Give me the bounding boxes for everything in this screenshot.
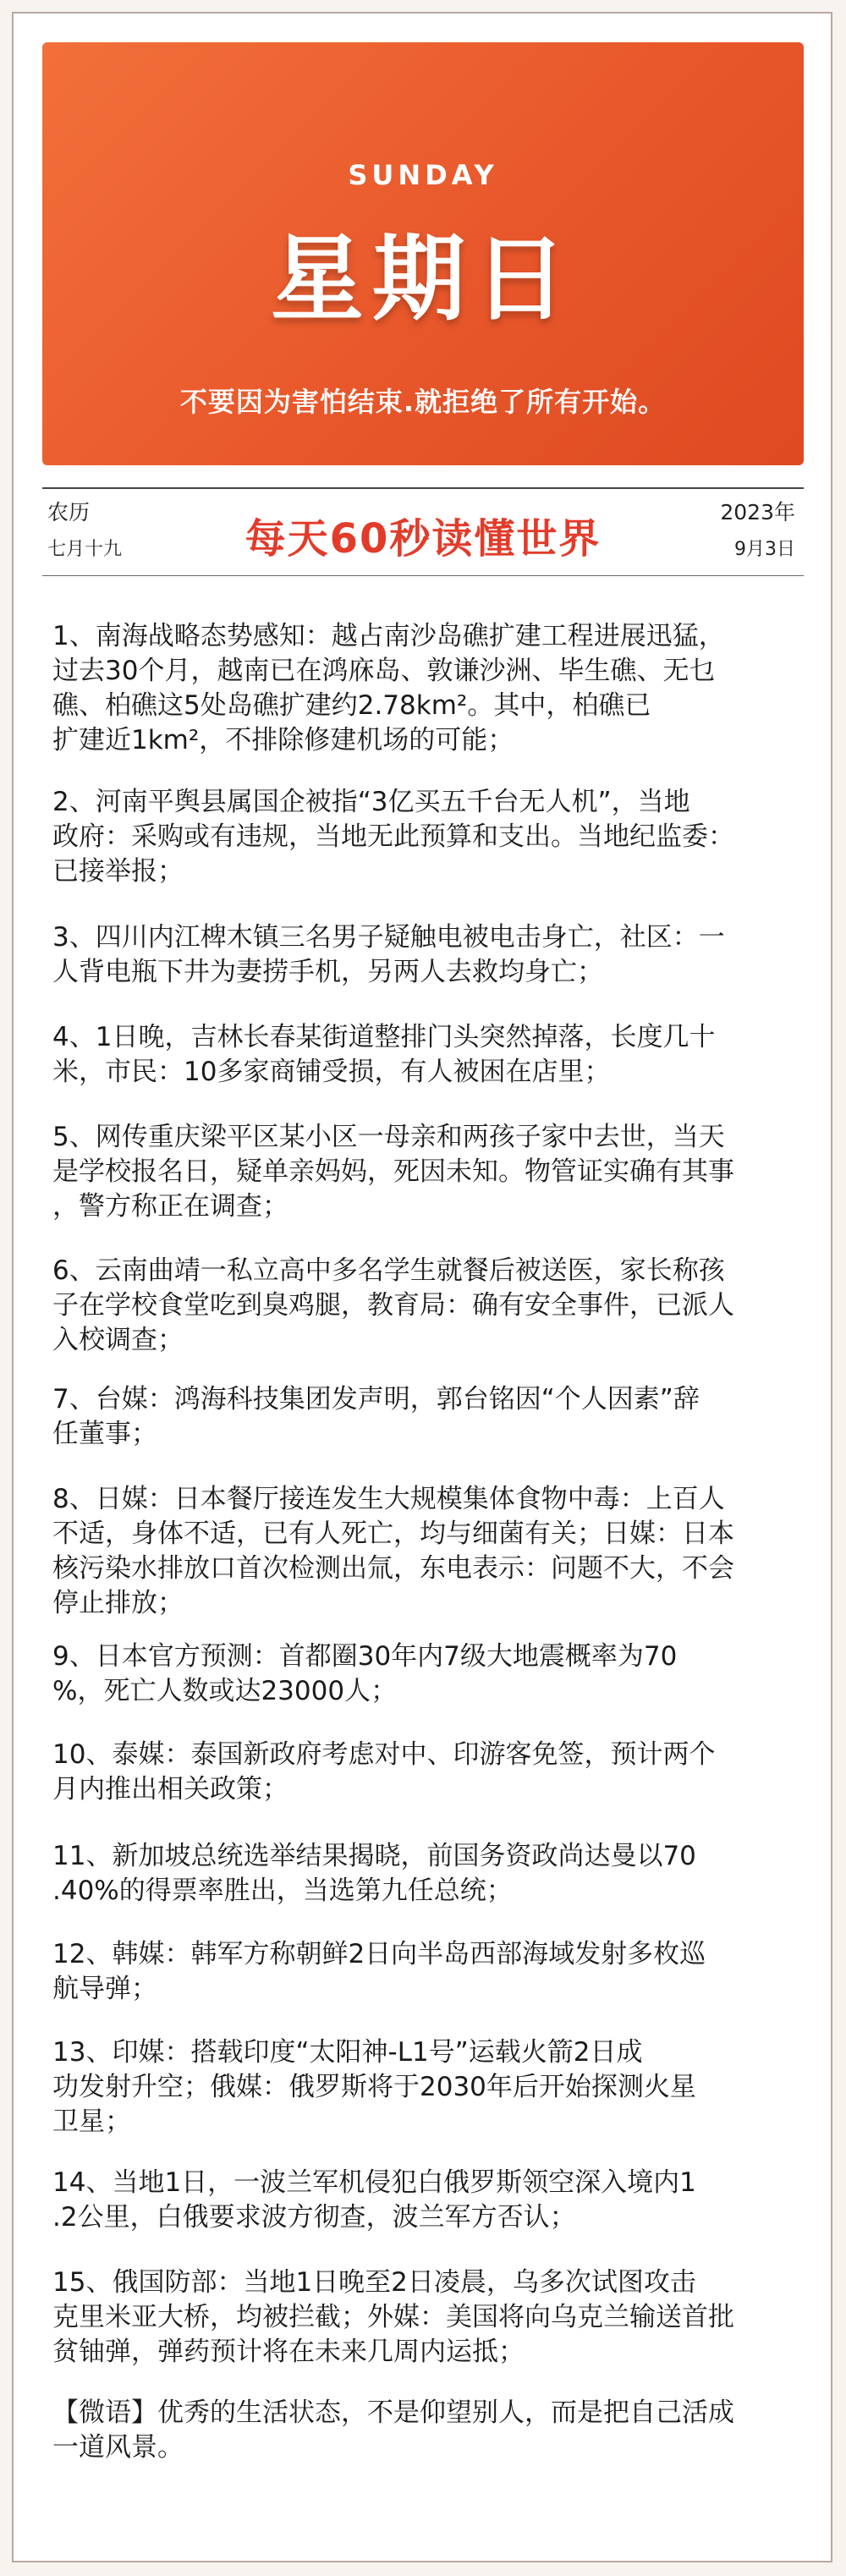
weekday-english: SUNDAY [348, 159, 498, 191]
news-line: 2、河南平舆县属国企被指“3亿买五千台无人机”，当地 [52, 787, 690, 817]
date-day: 9月3日 [734, 539, 795, 560]
news-line: 卫星； [52, 2106, 131, 2137]
news-line: 8、日媒：日本餐厅接连发生大规模集体食物中毒：上百人 [52, 1484, 725, 1514]
news-line: 已接举报； [52, 856, 184, 887]
news-line: 功发射升空；俄媒：俄罗斯将于2030年后开始探测火星 [52, 2072, 696, 2102]
news-item-8 [52, 1482, 814, 1621]
news-item-11 [52, 1839, 814, 1909]
news-line: 15、俄国防部：当地1日晚至2日凌晨，乌多次试图攻击 [52, 2267, 696, 2298]
news-item-7 [52, 1382, 814, 1452]
news-line: .2公里，白俄要求波方彻查，波兰军方否认； [52, 2202, 576, 2233]
news-line: 7、台媒：鸿海科技集团发声明，郭台铭因“个人因素”辞 [52, 1384, 700, 1414]
date-year: 2023年 [720, 500, 795, 525]
news-line: 子在学校食堂吃到臭鸡腿，教育局：确有安全事件，已派人 [52, 1290, 734, 1321]
news-line: 9、日本官方预测：首都圈30年内7级大地震概率为70 [52, 1641, 678, 1672]
news-line: .40%的得票率胜出，当选第九任总统； [52, 1876, 513, 1906]
lunar-label: 农历 [47, 500, 91, 525]
news-line: 12、韩媒：韩军方称朝鲜2日向半岛西部海域发射多枚巡 [52, 1939, 706, 1969]
news-item-3 [52, 920, 814, 990]
banner-quote: 不要因为害怕结束.就拒绝了所有开始。 [179, 386, 667, 418]
news-item-12 [52, 1937, 814, 2007]
news-item-10 [52, 1738, 814, 1807]
news-line: 是学校报名日，疑单亲妈妈，死因未知。物管证实确有其事 [52, 1156, 734, 1187]
news-line: 月内推出相关政策； [52, 1774, 288, 1804]
news-line: 一道风景。 [52, 2432, 184, 2463]
header-top-rule [42, 487, 804, 489]
page-title: 每天60秒读懂世界 [244, 515, 602, 563]
news-item-2 [52, 785, 814, 889]
news-line: 礁、柏礁这5处岛礁扩建约2.78km²。其中，柏礁已 [52, 690, 651, 721]
news-line: 核污染水排放口首次检测出氚，东电表示：问题不大，不会 [52, 1553, 734, 1584]
news-line: 人背电瓶下井为妻捞手机，另两人去救均身亡； [52, 957, 603, 987]
news-line: 扩建近1km²，不排除修建机场的可能； [52, 725, 514, 755]
news-line: 贫铀弹，弹药预计将在未来几周内运抵； [52, 2337, 525, 2367]
news-line: 过去30个月，越南已在鸿庥岛、敦谦沙洲、毕生礁、无乜 [52, 656, 716, 686]
news-line: ，警方称正在调查； [52, 1191, 288, 1222]
news-line: 1、南海战略态势感知：越占南沙岛礁扩建工程进展迅猛， [52, 621, 725, 651]
weekday-banner [42, 42, 804, 465]
lunar-date: 七月十九 [47, 539, 123, 560]
news-item-15 [52, 2266, 814, 2370]
news-line: 14、当地1日，一波兰军机侵犯白俄罗斯领空深入境内1 [52, 2167, 696, 2198]
news-line: %，死亡人数或达23000人； [52, 1676, 398, 1706]
news-line: 停止排放； [52, 1588, 184, 1618]
news-line: 13、印媒：搭载印度“太阳神-L1号”运载火箭2日成 [52, 2037, 643, 2068]
news-line: 政府：采购或有违规，当地无此预算和支出。当地纪监委： [52, 821, 734, 852]
news-line: 克里米亚大桥，均被拦截；外媒：美国将向乌克兰输送首批 [52, 2302, 734, 2332]
news-item-6 [52, 1254, 814, 1358]
news-line: 10、泰媒：泰国新政府考虑对中、印游客免签，预计两个 [52, 1739, 716, 1770]
news-line: 米，市民：10多家商铺受损，有人被困在店里； [52, 1057, 611, 1087]
news-line: 6、云南曲靖一私立高中多名学生就餐后被送医，家长称孩 [52, 1255, 725, 1286]
news-line: 航导弹； [52, 1974, 157, 2004]
header-bottom-rule [42, 575, 804, 576]
news-line: 3、四川内江椑木镇三名男子疑触电被电击身亡，社区：一 [52, 922, 725, 953]
news-line: 【微语】优秀的生活状态，不是仰望别人，而是把自己活成 [52, 2397, 734, 2428]
news-item-1 [52, 619, 814, 758]
news-line: 入校调查； [52, 1325, 184, 1355]
news-item-9 [52, 1640, 814, 1709]
news-line: 不适，身体不适，已有人死亡，均与细菌有关；日媒：日本 [52, 1519, 734, 1549]
news-item-13 [52, 2035, 814, 2139]
news-line: 4、1日晚，吉林长春某街道整排门头突然掉落，长度几十 [52, 1022, 716, 1052]
news-item-5 [52, 1120, 814, 1224]
news-line: 11、新加坡总统选举结果揭晓，前国务资政尚达曼以70 [52, 1841, 696, 1871]
news-line: 5、网传重庆梁平区某小区一母亲和两孩子家中去世，当天 [52, 1122, 725, 1152]
news-item-4 [52, 1020, 814, 1090]
closing-quote [52, 2396, 814, 2465]
news-item-14 [52, 2166, 814, 2235]
weekday-chinese: 星期日 [271, 225, 575, 333]
news-line: 任董事； [52, 1419, 157, 1449]
